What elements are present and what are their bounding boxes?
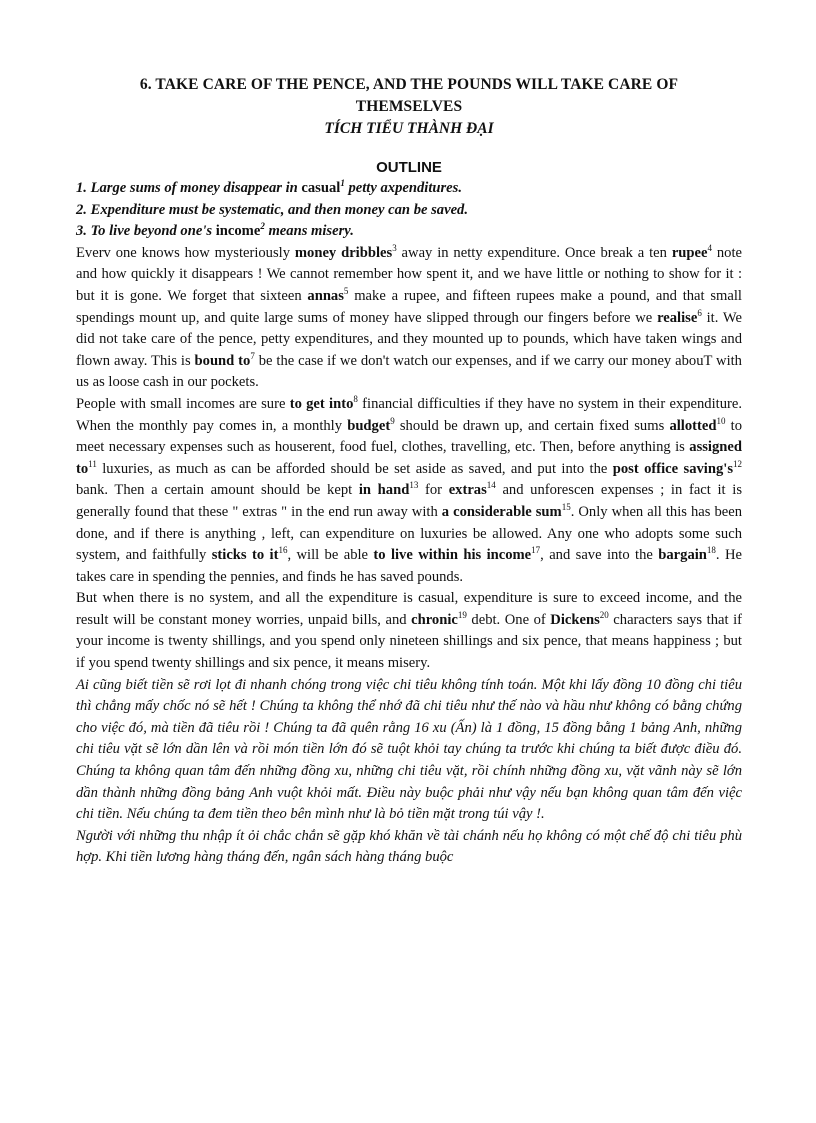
vietnamese-paragraph-1: Ai cũng biết tiền sẽ rơi lọt đi nhanh chóng trong việc chi tiêu không tính toán. Một khi lấy đồng 10 đồng chi tiêu thì chẳng mấy chốc nó sẽ hết ! Chúng ta không thể nhớ đã chi tiêu như thế nào và hầu như không có bằng chứng cho việc đó, mà tiền đã tiêu rồi ! Chúng ta đã quên rằng 16 xu (Ấn) là 1 đồng, 15 đồng bằng 1 bảng Anh, những chi tiêu vặt sẽ lớn dần lên và rồi món tiền lớn đó sẽ tuột khỏi tay chúng ta trước khi chúng ta biết được điều đó. Chúng ta không quan tâm đến những đồng xu, những chi tiêu vặt, rồi chính những đồng xu, vặt vãnh này sẽ lớn dần thành những đồng bảng Anh vuột khỏi mất. Điều này buộc phải như vậy nếu bạn không quan tâm đến việc chi tiền. Nếu chúng ta đem tiền theo bên mình như là bỏ tiền mặt trong túi vậy !. xyxy=(76,676,742,823)
paragraph-2: People with small incomes are sure to get into$^8$ financial difficulties if they have no system in their expenditure. When the monthly pay comes in, a monthly budget$^9$ should be drawn up, and certain fixed sums allotted$^{10}$ to meet necessary expenses such as houserent, food fuel, clothes, travelling, etc. Then, before anything is assigned $to^{11}$ luxuries, as much as can be afforded should be set aside as saved, and put into the post office $saving's^{12}$ bank. Then a certain amount should be kept in hand$^{13}$ for extras$^{14}$ and unforescen expenses ; in fact it is generally found that these " extras " in the end run away with a considerable sum$^{15}$. Only when all this has been done, and if there is anything , left, can expenditure on luxuries be allowed. Any one who adopts some such system, and faithfully sticks to $it^{16}$, will be able to live within his income$^{17}$, and save into the bargain$^{18}$. He takes care in spending the pennies, and finds he has saved pounds. xyxy=(76,393,743,585)
outline-item-1: 1. Large sums of money disappear in casual$^1$ petty axpenditures. xyxy=(76,178,462,196)
outline-item-3: 3. To live beyond one's income$^2$ means misery. xyxy=(76,221,354,240)
paragraph-3: But when there is no system, and all the expenditure is casual, expenditure is sure to exceed income, and the result will be constant money worries, unpaid bills, and chronic$^{19}$ debt. One of Dickens$^{20}$ characters says that if your income is twenty shillings, and you spend only nineteen shillings and six pence, that means happiness ; but if you spend twenty shillings and six pence, it means misery. xyxy=(76,590,742,672)
paragraph-1: Everv one knows how mysteriously money dribbles$^3$ away in netty expenditure. Once break a ten rupee$^4$ note and how quickly it disappears ! We cannot remember how spent it, and we have little or nothing to show for it : but it is gone. We forget that sixteen annas$^5$ make a rupee, and fifteen rupees make a pound, and that small spendings mount up, and quite large sums of money have slipped through our fingers before we realise$^6$ it. We did not take care of the pence, petty expenditures, and they mounted up to pounds, which have taken wings and flown away. This is bound $to^7$ be the case if we don't watch our expenses, and if we carry our money abouT with us as loose cash in our pockets. xyxy=(76,242,742,391)
title-line-1: 6. TAKE CARE OF THE PENCE, AND THE POUNDS WILL TAKE CARE OF xyxy=(139,76,679,93)
title-line-2: THEMSELVES xyxy=(355,98,463,115)
document-page xyxy=(76,74,742,869)
outline-heading: OUTLINE xyxy=(376,159,442,176)
vietnamese-title: TÍCH TIỂU THÀNH ĐẠI xyxy=(324,120,494,137)
outline-item-2: 2. Expenditure must be systematic, and then money can be saved. xyxy=(76,201,468,218)
vietnamese-paragraph-2: Người với những thu nhập ít ỏi chắc chắn sẽ gặp khó khăn về tài chánh nếu họ không có một chế độ chi tiêu phù hợp. Khi tiền lương hàng tháng đến, ngân sách hàng tháng buộc xyxy=(76,827,742,866)
